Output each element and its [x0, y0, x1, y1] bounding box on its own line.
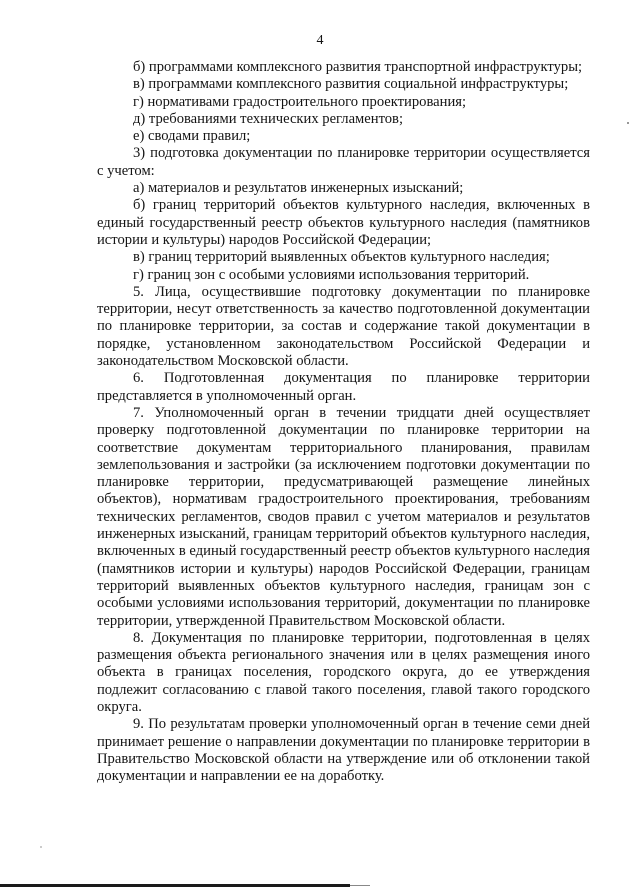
paragraph-item-b-transport: б) программами комплексного развития транспортной инфраструктуры; — [133, 59, 583, 75]
paragraph-item-v-identified-heritage: в) границ территорий выявленных объектов культурного наследия; — [133, 249, 550, 266]
paragraph-8-approval: 8. Документация по планировке территории, подготовленная в целях размещения объекта регионального значения или в целях размещения иного объекта в границах поселения, городского округа, до ее утверждения подлежит согласованию с главой такого поселения, главой такого городского округа. — [97, 629, 590, 715]
paragraph-5-responsibility: 5. Лица, осуществившие подготовку документации по планировке территории, несут ответственность за качество подготовленной документации по планировке территории, за состав и содержание такой документации в порядке, установленном законодательством Российской Федерации и законодательством Московской области. — [97, 283, 590, 370]
paragraph-item-b-heritage: б) границ территорий объектов культурного наследия, включенных в единый государственный реестр объектов культурного наследия (памятников истории и культуры) народов Российской Федерации; — [97, 197, 590, 248]
paragraph-item-d-regulations: д) требованиями технических регламентов; — [133, 110, 403, 127]
paragraph-item-a-surveys: а) материалов и результатов инженерных изысканий; — [133, 180, 464, 197]
paragraph-item-v-social: в) программами комплексного развития социальной инфраструктуры; — [133, 76, 569, 93]
paragraph-item-e-rules: е) сводами правил; — [133, 128, 251, 145]
bottom-rule — [0, 884, 350, 887]
paragraph-item-3-preparation: 3) подготовка документации по планировке территории осуществляется с учетом: — [97, 145, 590, 179]
paragraph-item-g-norms: г) нормативами градостроительного проектирования; — [133, 93, 467, 110]
paragraph-9-decision: 9. По результатам проверки уполномоченный орган в течение семи дней принимает решение о направлении документации по планировке территории в Правительство Московской области на утверждение или об отклонении такой документации и направлении ее на доработку. — [97, 716, 590, 785]
bottom-rule-tail — [350, 885, 370, 886]
document-body — [97, 59, 590, 785]
scan-speck — [40, 846, 42, 848]
scan-speck — [627, 122, 629, 124]
paragraph-6-submission: 6. Подготовленная документация по планировке территории представляется в уполномоченный орган. — [97, 370, 590, 404]
paragraph-7-verification: 7. Уполномоченный орган в течении тридцати дней осуществляет проверку подготовленной документации по планировке территории на соответствие документам территориального планирования, правилам землепользования и застройки (за исключением подготовки документации по планировке территории, предусматривающей размещение линейных объектов), нормативам градостроительного проектирования, требованиям технических регламентов, сводов правил с учетом материалов и результатов инженерных изысканий, границам территорий объектов культурного наследия, включенных в единый государственный реестр объектов культурного наследия (памятников истории и культуры) народов Российской Федерации, границам территорий выявленных объектов культурного наследия, границам зон с особыми условиями использования территорий, документации по планировке территории, утвержденной Правительством Московской области. — [97, 404, 590, 629]
page-number: 4 — [316, 33, 324, 48]
paragraph-item-g-special-zones: г) границ зон с особыми условиями использования территорий. — [133, 266, 530, 283]
